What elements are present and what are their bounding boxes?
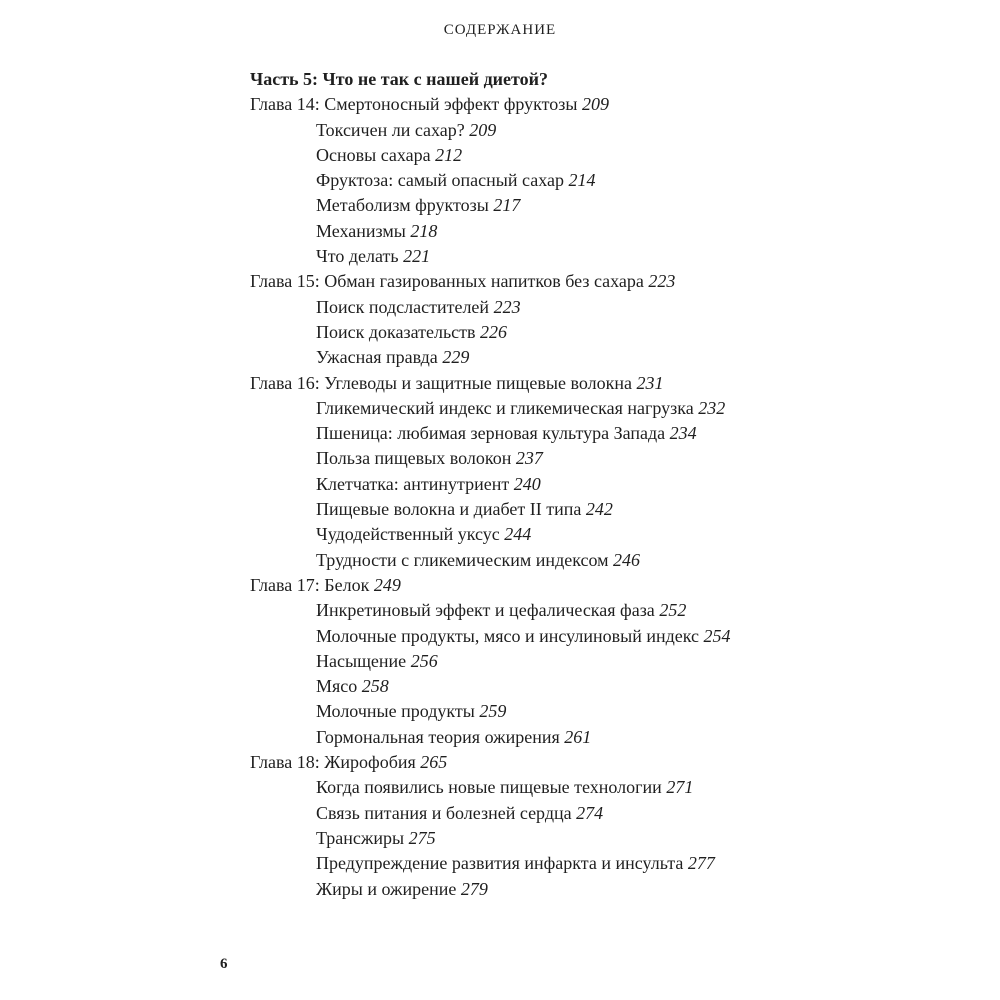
section-entry (250, 446, 970, 471)
section-entry-page-number: 232 (698, 397, 726, 418)
section-entry-page-number: 277 (687, 853, 715, 874)
chapter-entry-title: Глава 14: Смертоносный эффект фруктозы (250, 94, 578, 115)
section-entry (250, 143, 970, 168)
chapter-entry-page-number: 231 (636, 372, 664, 393)
section-entry-title: Инкретиновый эффект и цефалическая фаза (316, 600, 655, 621)
section-entry (250, 168, 970, 193)
section-entry-title: Насыщение (316, 650, 407, 671)
section-entry-page-number: 223 (493, 296, 521, 317)
part-heading: Часть 5: Что не так с нашей диетой? (250, 69, 549, 89)
section-entry-title: Трансжиры (316, 827, 405, 848)
section-entry-title: Пшеница: любимая зерновая культура Запада (316, 423, 666, 444)
section-entry-page-number: 237 (515, 448, 543, 469)
chapter-entry-title: Глава 18: Жирофобия (250, 752, 416, 773)
section-entry-page-number: 212 (435, 144, 463, 165)
section-entry-page-number: 218 (410, 220, 438, 241)
section-entry-title: Чудодейственный уксус (316, 524, 500, 545)
chapter-entry-page-number: 249 (373, 574, 401, 595)
section-entry-page-number: 217 (493, 195, 521, 216)
section-entry (250, 345, 970, 370)
section-entry-page-number: 226 (480, 321, 508, 342)
section-entry (250, 497, 970, 522)
chapter-entry-page-number: 223 (648, 271, 676, 292)
section-entry-title: Пищевые волокна и диабет II типа (316, 499, 582, 520)
chapter-entry (250, 750, 970, 775)
chapter-entry-title: Глава 16: Углеводы и защитные пищевые волокна (250, 372, 632, 393)
section-entry-title: Гормональная теория ожирения (316, 726, 560, 747)
section-entry-page-number: 240 (513, 473, 541, 494)
running-head: СОДЕРЖАНИЕ (443, 22, 557, 38)
section-entry-page-number: 259 (479, 701, 507, 722)
section-entry-title: Мясо (316, 676, 358, 697)
section-entry-page-number: 229 (442, 347, 470, 368)
section-entry-title: Токсичен ли сахар? (316, 119, 465, 140)
section-entry-page-number: 244 (504, 524, 532, 545)
section-entry-title: Поиск подсластителей (316, 296, 490, 317)
section-entry (250, 421, 970, 446)
section-entry (250, 674, 970, 699)
chapter-entry-page-number: 265 (420, 752, 448, 773)
chapter-entry (250, 92, 970, 117)
section-entry (250, 598, 970, 623)
chapter-entry (250, 573, 970, 598)
section-entry (250, 877, 970, 902)
section-entry-page-number: 271 (666, 777, 694, 798)
section-entry (250, 244, 970, 269)
section-entry (250, 396, 970, 421)
section-entry (250, 219, 970, 244)
section-entry-page-number: 261 (564, 726, 592, 747)
section-entry-page-number: 221 (403, 246, 431, 267)
section-entry (250, 522, 970, 547)
section-entry-title: Фруктоза: самый опасный сахар (316, 170, 564, 191)
section-entry-title: Метаболизм фруктозы (316, 195, 489, 216)
section-entry (250, 472, 970, 497)
section-entry-title: Трудности с гликемическим индексом (316, 549, 609, 570)
section-entry-page-number: 246 (613, 549, 641, 570)
section-entry (250, 548, 970, 573)
chapter-entry-page-number: 209 (581, 94, 609, 115)
section-entry-page-number: 279 (460, 878, 488, 899)
section-entry (250, 193, 970, 218)
section-entry-title: Связь питания и болезней сердца (316, 802, 572, 823)
chapter-entry-title: Глава 15: Обман газированных напитков без сахара (250, 271, 644, 292)
section-entry-title: Поиск доказательств (316, 321, 476, 342)
section-entry-title: Молочные продукты (316, 701, 475, 722)
section-entry (250, 775, 970, 800)
section-entry-title: Предупреждение развития инфаркта и инсульта (316, 853, 684, 874)
section-entry-title: Механизмы (316, 220, 406, 241)
section-entry (250, 826, 970, 851)
section-entry-page-number: 275 (408, 827, 436, 848)
section-entry-title: Что делать (316, 246, 399, 267)
section-entry (250, 725, 970, 750)
toc-entries (250, 92, 970, 902)
section-entry-title: Гликемический индекс и гликемическая нагрузка (316, 397, 694, 418)
section-entry-page-number: 252 (659, 600, 687, 621)
chapter-entry-title: Глава 17: Белок (250, 574, 370, 595)
section-entry-title: Основы сахара (316, 144, 431, 165)
section-entry-page-number: 209 (469, 119, 497, 140)
section-entry-page-number: 234 (669, 423, 697, 444)
section-entry-title: Молочные продукты, мясо и инсулиновый индекс (316, 625, 700, 646)
section-entry-title: Когда появились новые пищевые технологии (316, 777, 662, 798)
chapter-entry (250, 371, 970, 396)
section-entry-page-number: 258 (361, 676, 389, 697)
section-entry-title: Польза пищевых волокон (316, 448, 512, 469)
section-entry (250, 320, 970, 345)
section-entry (250, 295, 970, 320)
section-entry (250, 699, 970, 724)
section-entry (250, 851, 970, 876)
table-of-contents (250, 67, 970, 902)
section-entry (250, 118, 970, 143)
section-entry-title: Клетчатка: антинутриент (316, 473, 510, 494)
section-entry-page-number: 254 (703, 625, 731, 646)
section-entry-page-number: 274 (576, 802, 604, 823)
section-entry-page-number: 214 (568, 170, 596, 191)
section-entry-page-number: 256 (410, 650, 438, 671)
section-entry-title: Жиры и ожирение (316, 878, 457, 899)
section-entry (250, 624, 970, 649)
section-entry-page-number: 242 (585, 499, 613, 520)
section-entry-title: Ужасная правда (316, 347, 438, 368)
section-entry (250, 649, 970, 674)
page-number: 6 (220, 956, 228, 972)
section-entry (250, 801, 970, 826)
chapter-entry (250, 269, 970, 294)
